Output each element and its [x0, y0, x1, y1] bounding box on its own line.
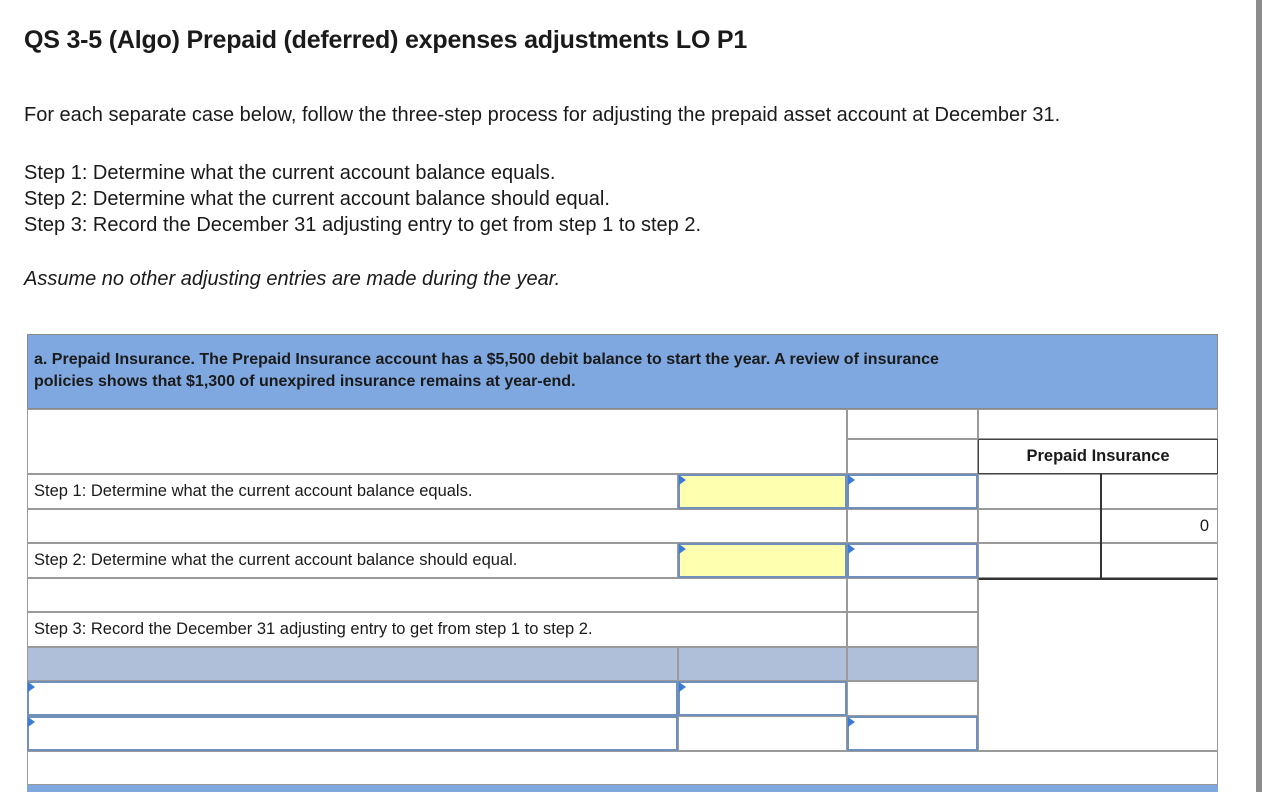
step-1-text: Step 1: Determine what the current account balance equals.: [24, 162, 556, 184]
worksheet-bottom-row: [27, 751, 1218, 785]
t-account-divider: [1100, 474, 1102, 578]
dropdown-marker-icon: [28, 717, 35, 727]
journal-header-col2: [678, 647, 847, 681]
step1-secondary-input[interactable]: [847, 474, 978, 509]
dropdown-marker-icon: [28, 682, 35, 692]
worksheet-blank-row-top: [27, 409, 847, 474]
case-a-header-line2: policies shows that $1,300 of unexpired insurance remains at year-end.: [34, 373, 576, 390]
dropdown-marker-icon: [848, 717, 855, 727]
journal-account-input-2[interactable]: [27, 716, 678, 751]
dropdown-marker-icon: [848, 544, 855, 554]
step2-amount-input[interactable]: [678, 543, 847, 578]
journal-header-col1: [27, 647, 678, 681]
journal-account-input-1[interactable]: [27, 681, 678, 716]
dropdown-marker-icon: [679, 682, 686, 692]
journal-credit-cell-1: [847, 681, 978, 716]
t-account-title: Prepaid Insurance: [978, 439, 1218, 474]
step-3-text: Step 3: Record the December 31 adjusting entry to get from step 1 to step 2.: [24, 214, 702, 236]
step1-label-cell: Step 1: Determine what the current account balance equals.: [27, 474, 678, 509]
steps-list: [24, 160, 701, 238]
worksheet-small-cell-top: [847, 409, 978, 439]
t-account-row-3: [978, 543, 1218, 578]
journal-credit-input-2[interactable]: [847, 716, 978, 751]
t-account-balance: 0: [978, 509, 1218, 543]
t-account-lower-space: [978, 578, 1218, 751]
case-a-header: [27, 334, 1218, 409]
dropdown-marker-icon: [679, 475, 686, 485]
assumption-note: Assume no other adjusting entries are made during the year.: [24, 268, 561, 290]
step-2-text: Step 2: Determine what the current account balance should equal.: [24, 188, 610, 210]
worksheet-blank-cell-1: [847, 509, 978, 543]
step2-secondary-input[interactable]: [847, 543, 978, 578]
worksheet-blank-row-1: [27, 509, 847, 543]
step3-label-cell: Step 3: Record the December 31 adjusting entry to get from step 1 to step 2.: [27, 612, 847, 647]
question-title: QS 3-5 (Algo) Prepaid (deferred) expenses adjustments LO P1: [24, 26, 748, 54]
dropdown-marker-icon: [848, 475, 855, 485]
worksheet-blank-cell-2: [847, 578, 978, 612]
journal-header-col3: [847, 647, 978, 681]
dropdown-marker-icon: [679, 544, 686, 554]
t-account-top-space: [978, 409, 1218, 439]
next-section-header: [27, 785, 1218, 792]
worksheet-small-cell-mid: [847, 439, 978, 474]
case-a-header-line1: a. Prepaid Insurance. The Prepaid Insurance account has a $5,500 debit balance to start the year. A review of insurance: [34, 351, 939, 368]
instructions-text: For each separate case below, follow the three-step process for adjusting the prepaid asset account at December 31.: [24, 104, 1061, 126]
worksheet-blank-row-2: [27, 578, 847, 612]
journal-debit-cell-2: [678, 716, 847, 751]
step3-side-cell: [847, 612, 978, 647]
scrollbar-edge: [1256, 0, 1262, 792]
t-account-row-1: [978, 474, 1218, 509]
step1-amount-input[interactable]: [678, 474, 847, 509]
journal-debit-input-1[interactable]: [678, 681, 847, 716]
step2-label-cell: Step 2: Determine what the current account balance should equal.: [27, 543, 678, 578]
